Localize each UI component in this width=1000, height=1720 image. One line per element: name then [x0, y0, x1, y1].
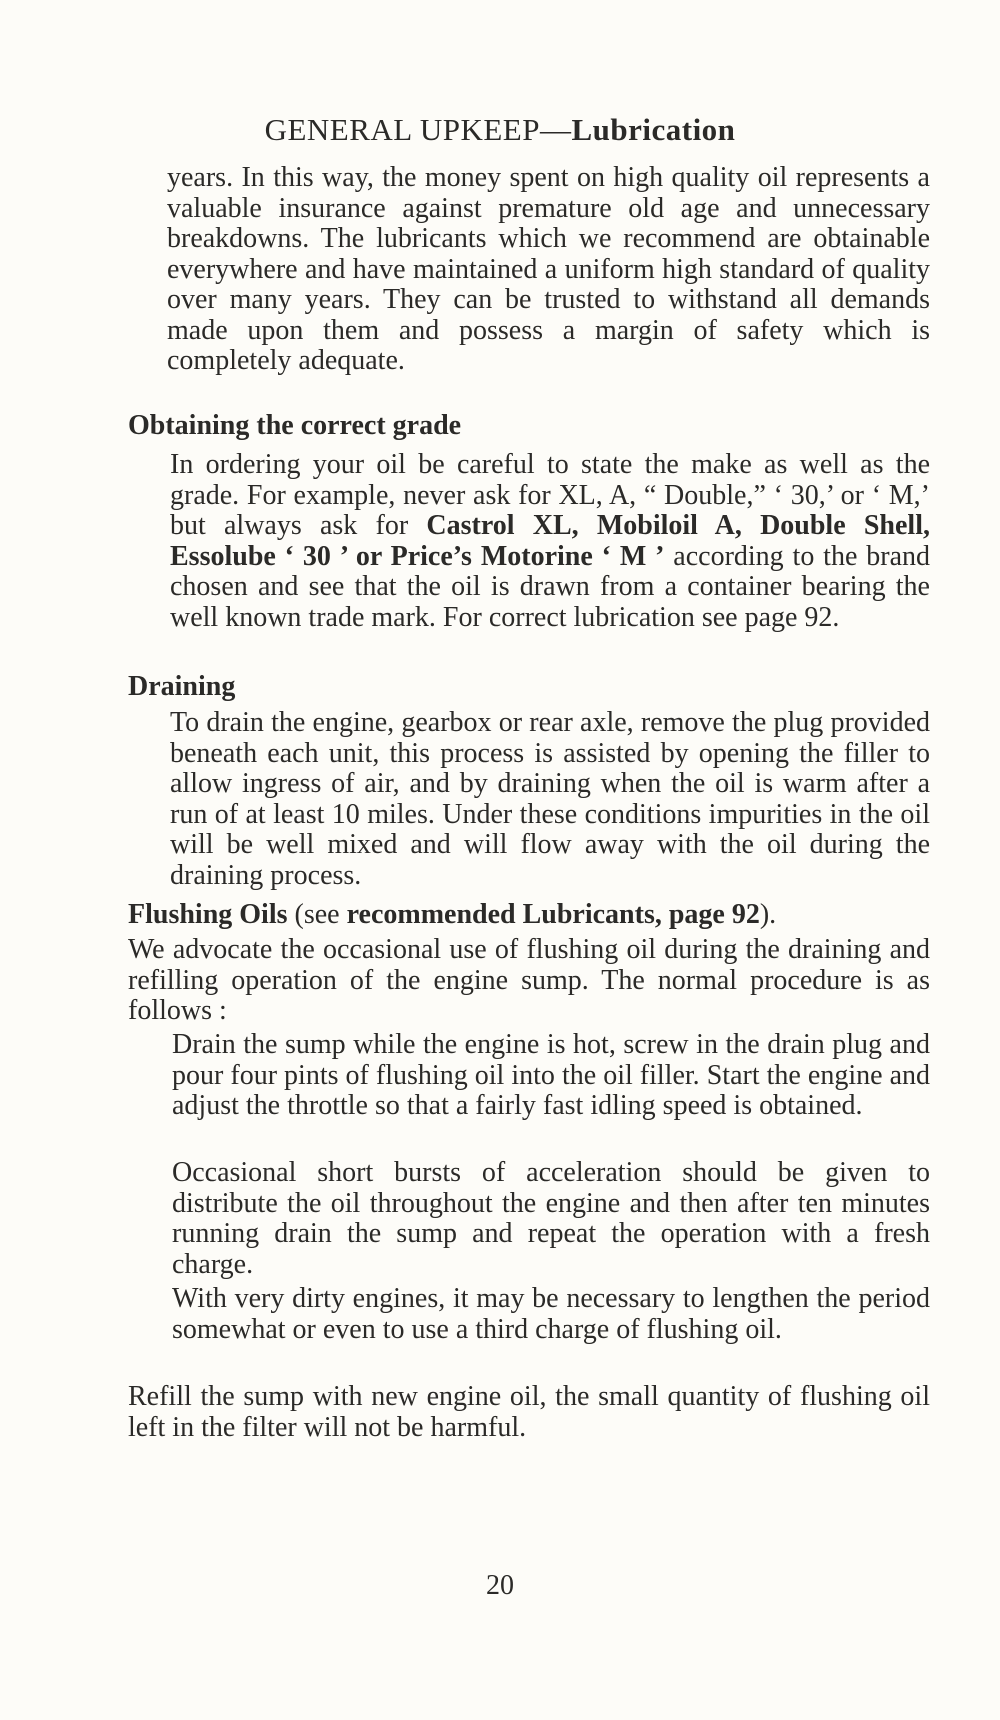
header-topic: Lubrication [571, 112, 736, 147]
heading-flushing-reference: recommended Lubricants, page 92 [346, 899, 760, 930]
heading-flushing-see: (see [287, 899, 347, 930]
closing-paragraph: Refill the sump with new engine oil, the small quantity of flushing oil left in the filter will not be harmful. [128, 1381, 930, 1443]
heading-flushing-title: Flushing Oils [128, 899, 288, 930]
flushing-step-1: Drain the sump while the engine is hot, screw in the drain plug and pour four pints of flushing oil into the oil filler. Start the engine and adjust the throttle so that a fairly fast idling speed is obtained. [172, 1029, 930, 1121]
grade-brands: Castrol XL, Mobiloil A, Double Shell, Essolube ‘ 30 ’ or Price’s Motorine ‘ M ’ [170, 510, 930, 572]
draining-paragraph: To drain the engine, gearbox or rear axle, remove the plug provided beneath each unit, this process is assisted by opening the filler to allow ingress of air, and by draining when the oil is warm after a run of at least 10 miles. Under these conditions impurities in the oil will be well mixed and will flow away with the oil during the draining process. [170, 707, 930, 891]
heading-flushing-close: ). [759, 899, 777, 930]
grade-text-start: In ordering your oil be careful to state the make as well as the grade. For example, never ask for XL, A, “ Double,” ‘ 30,’ or ‘ M,’ but always ask for [170, 449, 930, 541]
flushing-step-2: Occasional short bursts of acceleration should be given to distribute the oil throughout the engine and then after ten minutes running drain the sump and repeat the operation with a fresh charge. [172, 1157, 930, 1280]
grade-paragraph [170, 450, 930, 633]
heading-flushing-oils [128, 900, 776, 930]
heading-obtaining-grade: Obtaining the correct grade [128, 410, 462, 441]
heading-draining: Draining [128, 671, 236, 702]
page-number: 20 [486, 1570, 514, 1601]
flushing-step-3: With very dirty engines, it may be necessary to lengthen the period somewhat or even to use a third charge of flushing oil. [172, 1283, 930, 1345]
header-section: GENERAL UPKEEP [264, 112, 540, 147]
intro-paragraph: years. In this way, the money spent on high quality oil represents a valuable insurance against premature old age and unnecessary breakdowns. The lubricants which we recommend are obtainable everywhere and have maintained a uniform high standard of quality over many years. They can be trusted to withstand all demands made upon them and possess a margin of safety which is completely adequate. [167, 162, 930, 376]
grade-text-end: according to the brand chosen and see that the oil is drawn from a container bearing the well known trade mark. For correct lubrication see page 92. [170, 540, 930, 633]
running-header [0, 112, 1000, 148]
header-dash: — [539, 112, 572, 147]
flushing-intro-paragraph: We advocate the occasional use of flushing oil during the draining and refilling operation of the engine sump. The normal procedure is as follows : [128, 934, 930, 1026]
